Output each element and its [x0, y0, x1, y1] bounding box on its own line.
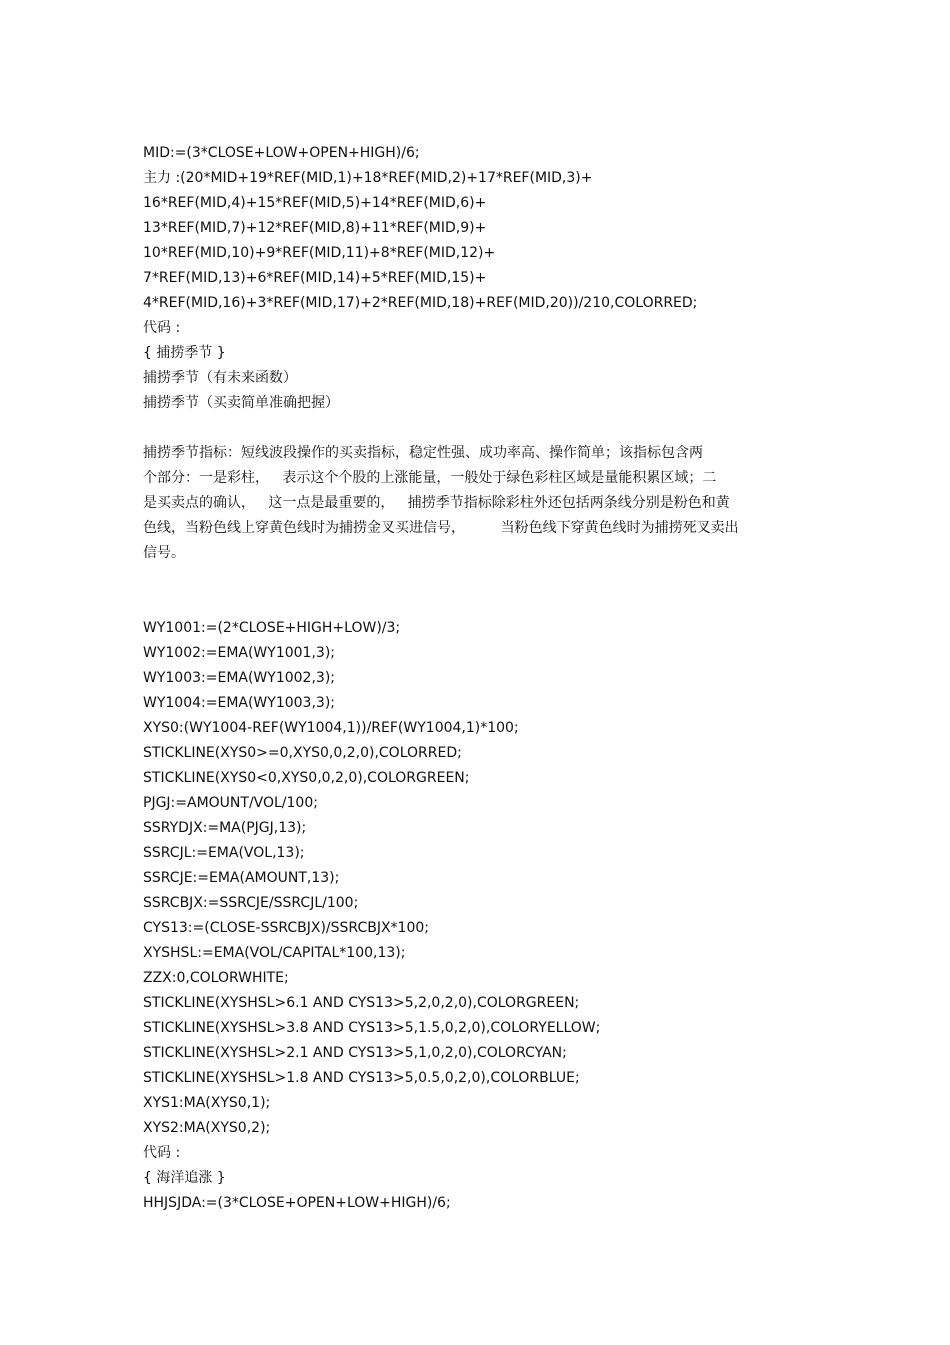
code-line: 13*REF(MID,7)+12*REF(MID,8)+11*REF(MID,9)+	[143, 220, 487, 236]
code-line: WY1003:=EMA(WY1002,3);	[143, 670, 335, 686]
description-line: 捕捞季节指标：短线波段操作的买卖指标，稳定性强、成功率高、操作简单；该指标包含两	[143, 445, 703, 461]
description-line: 色线，当粉色线上穿黄色线时为捕捞金叉买进信号， 当粉色线下穿黄色线时为捕捞死叉卖出	[143, 520, 739, 536]
description-line: 个部分：一是彩柱， 表示这个个股的上涨能量，一般处于绿色彩柱区域是量能积累区域；二	[143, 470, 717, 486]
indicator-name: { 海洋追涨 }	[143, 1170, 226, 1186]
code-line: STICKLINE(XYSHSL>6.1 AND CYS13>5,2,0,2,0),COLORGREEN;	[143, 995, 580, 1011]
code-line: XYS2:MA(XYS0,2);	[143, 1120, 271, 1136]
description-line: 信号。	[143, 545, 185, 561]
code-line: CYS13:=(CLOSE-SSRCBJX)/SSRCBJX*100;	[143, 920, 429, 936]
code-line: 10*REF(MID,10)+9*REF(MID,11)+8*REF(MID,12)+	[143, 245, 496, 261]
code-label: 代码 :	[143, 320, 181, 336]
code-line: WY1001:=(2*CLOSE+HIGH+LOW)/3;	[143, 620, 401, 636]
code-line: SSRCBJX:=SSRCJE/SSRCJL/100;	[143, 895, 359, 911]
code-line: SSRCJE:=EMA(AMOUNT,13);	[143, 870, 340, 886]
code-line: 16*REF(MID,4)+15*REF(MID,5)+14*REF(MID,6)+	[143, 195, 487, 211]
code-line: SSRCJL:=EMA(VOL,13);	[143, 845, 305, 861]
code-line: MID:=(3*CLOSE+LOW+OPEN+HIGH)/6;	[143, 145, 420, 161]
code-line: 主力 :(20*MID+19*REF(MID,1)+18*REF(MID,2)+17*REF(MID,3)+	[143, 170, 593, 186]
indicator-description	[143, 441, 783, 566]
code-line: ZZX:0,COLORWHITE;	[143, 970, 289, 986]
code-line: STICKLINE(XYSHSL>2.1 AND CYS13>5,1,0,2,0),COLORCYAN;	[143, 1045, 567, 1061]
code-line: WY1004:=EMA(WY1003,3);	[143, 695, 335, 711]
code-line: STICKLINE(XYSHSL>1.8 AND CYS13>5,0.5,0,2,0),COLORBLUE;	[143, 1070, 580, 1086]
indicator-title: 捕捞季节（有未来函数）	[143, 370, 297, 386]
code-line: XYSHSL:=EMA(VOL/CAPITAL*100,13);	[143, 945, 406, 961]
code-line: STICKLINE(XYS0>=0,XYS0,0,2,0),COLORRED;	[143, 745, 462, 761]
code-line: PJGJ:=AMOUNT/VOL/100;	[143, 795, 318, 811]
code-line: SSRYDJX:=MA(PJGJ,13);	[143, 820, 307, 836]
code-line: 7*REF(MID,13)+6*REF(MID,14)+5*REF(MID,15)+	[143, 270, 487, 286]
indicator-name: { 捕捞季节 }	[143, 345, 226, 361]
code-label: 代码 :	[143, 1145, 181, 1161]
indicator-title: 捕捞季节（买卖简单准确把握）	[143, 395, 339, 411]
code-line: 4*REF(MID,16)+3*REF(MID,17)+2*REF(MID,18)+REF(MID,20))/210,COLORRED;	[143, 295, 698, 311]
description-line: 是买卖点的确认， 这一点是最重要的， 捕捞季节指标除彩柱外还包括两条线分别是粉色和黄	[143, 495, 730, 511]
code-line: XYS0:(WY1004-REF(WY1004,1))/REF(WY1004,1)*100;	[143, 720, 519, 736]
code-line: WY1002:=EMA(WY1001,3);	[143, 645, 335, 661]
code-line: STICKLINE(XYS0<0,XYS0,0,2,0),COLORGREEN;	[143, 770, 470, 786]
code-line: STICKLINE(XYSHSL>3.8 AND CYS13>5,1.5,0,2,0),COLORYELLOW;	[143, 1020, 601, 1036]
code-line: XYS1:MA(XYS0,1);	[143, 1095, 271, 1111]
code-line: HHJSJDA:=(3*CLOSE+OPEN+LOW+HIGH)/6;	[143, 1195, 451, 1211]
